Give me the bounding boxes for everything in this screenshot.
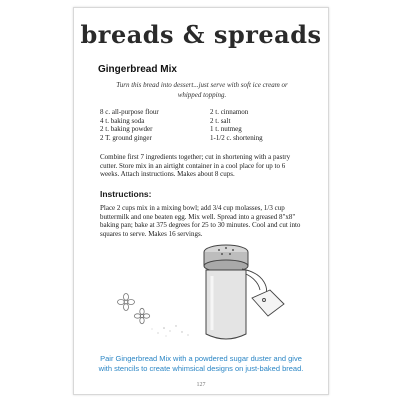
recipe-title: Gingerbread Mix [98,64,177,75]
shaker-jar [204,245,248,339]
ingredient-item: 2 t. salt [210,116,231,125]
recipe-intro: Turn this bread into dessert...just serve with soft ice cream or whipped topping. [116,81,288,99]
sugar-dust [152,325,189,336]
ingredients-list [100,108,320,150]
instructions-text: Place 2 cups mix in a mixing bowl; add 3/4 cup molasses, 1/3 cup buttermilk and one beaten egg. Mix well. Spread into a greased 8"x8" baking pan; bake at 375 degrees for 25 to 30 minutes. Cool and cut into squares to serve. Makes 16 servings. [100,204,301,238]
ingredient-item: 8 c. all-purpose flour [100,108,159,116]
section-header: breads & spreads [80,20,322,49]
ingredient-item: 2 T. ground ginger [100,133,152,142]
gift-tag [242,269,284,316]
cookbook-page [73,7,329,395]
sugar-shaker-illustration [74,236,328,351]
ingredients-column-right [210,108,263,142]
page-number: 127 [196,382,206,388]
ingredient-item: 1-1/2 c. shortening [210,133,263,142]
instructions-heading: Instructions: [100,189,152,199]
tip-text: Pair Gingerbread Mix with a powdered sugar duster and give with stencils to create whimsical designs on just-baked bread. [98,354,304,373]
ingredients-column-left [100,108,159,142]
ingredient-item: 2 t. baking powder [100,125,153,133]
flower-stencil-icon [118,294,150,324]
ingredient-item: 4 t. baking soda [100,116,145,125]
recipe-directions: Combine first 7 ingredients together; cut in shortening with a pastry cutter. Store mix in an airtight container in a cool place for up to 6 weeks. Attach instructions. Makes about 8 cups. [100,153,291,178]
ingredient-item: 1 t. nutmeg [210,125,242,133]
ingredient-item: 2 t. cinnamon [210,108,249,116]
